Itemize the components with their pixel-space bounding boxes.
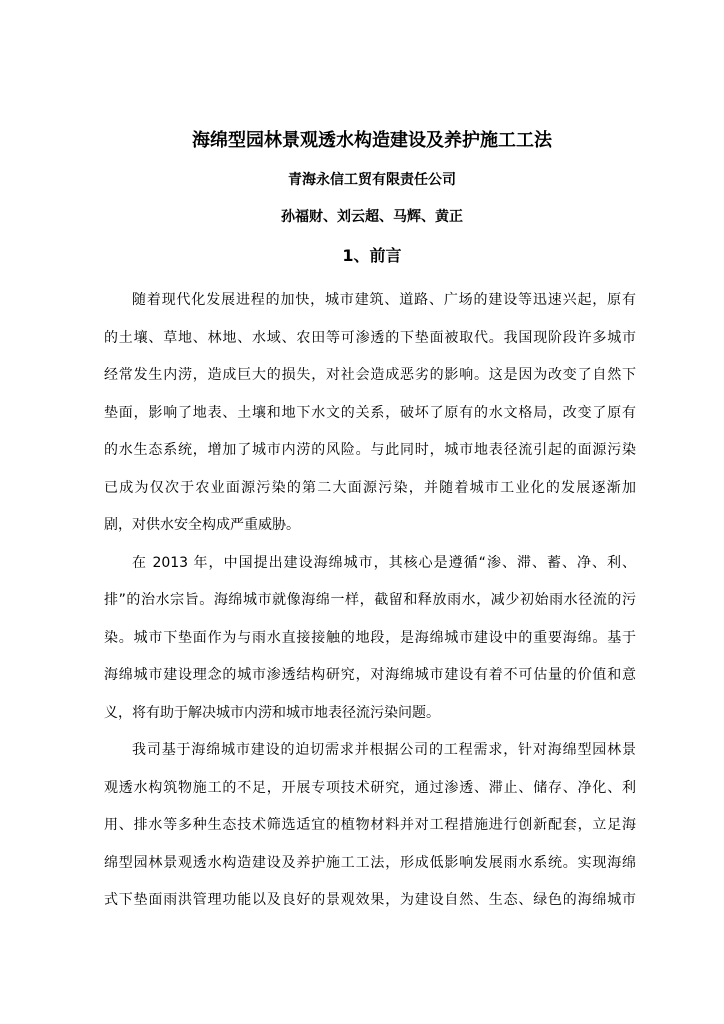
company-name: 青海永信工贸有限责任公司 <box>288 172 456 188</box>
text-line: 的水生态系统，增加了城市内涝的风险。与此同时，城市地表径流引起的面源污染 <box>104 442 636 458</box>
section-heading: 1、前言 <box>342 246 402 265</box>
text-line: 用、排水等多种生态技术筛选适宜的植物材料并对工程措施进行创新配套，立足海 <box>104 817 636 833</box>
author-list: 孙福财、刘云超、马辉、黄正 <box>281 209 463 225</box>
text-line: 观透水构筑物施工的不足，开展专项技术研究，通过渗透、滞止、储存、净化、利 <box>104 779 636 796</box>
paragraph-1 <box>104 282 636 545</box>
text-line: 剧，对供水安全构成严重威胁。 <box>104 517 300 533</box>
text-line: 随着现代化发展进程的加快，城市建筑、道路、广场的建设等迅速兴起，原有 <box>132 292 636 308</box>
text-line: 染。城市下垫面作为与雨水直接接触的地段，是海绵城市建设中的重要海绵。基于 <box>104 629 636 646</box>
text-line: 排”的治水宗旨。海绵城市就像海绵一样，截留和释放雨水，减少初始雨水径流的污 <box>104 592 636 608</box>
text-line: 绵型园林景观透水构造建设及养护施工工法，形成低影响发展雨水系统。实现海绵 <box>104 854 636 871</box>
text-line: 的土壤、草地、林地、水域、农田等可渗透的下垫面被取代。我国现阶段许多城市 <box>104 329 636 346</box>
text-line: 在 2013 年，中国提出建设海绵城市，其核心是遵循“渗、滞、蓄、净、利、 <box>132 554 636 571</box>
body-text <box>104 282 636 920</box>
text-line: 义，将有助于解决城市内涝和城市地表径流污染问题。 <box>104 704 440 721</box>
text-line: 式下垫面雨洪管理功能以及良好的景观效果，为建设自然、生态、绿色的海绵城市 <box>104 892 636 908</box>
text-line: 垫面，影响了地表、土壤和地下水文的关系，破坏了原有的水文格局，改变了原有 <box>104 404 636 421</box>
text-line: 海绵城市建设理念的城市渗透结构研究，对海绵城市建设有着不可估量的价值和意 <box>104 667 636 683</box>
text-line: 我司基于海绵城市建设的迫切需求并根据公司的工程需求，针对海绵型园林景 <box>132 742 636 758</box>
text-line: 已成为仅次于农业面源污染的第二大面源污染，并随着城市工业化的发展逐渐加 <box>104 479 636 496</box>
paragraph-2 <box>104 545 636 733</box>
document-title: 海绵型园林景观透水构造建设及养护施工工法 <box>192 130 552 151</box>
text-line: 经常发生内涝，造成巨大的损失，对社会造成恶劣的影响。这是因为改变了自然下 <box>104 367 636 383</box>
paragraph-3 <box>104 732 636 920</box>
